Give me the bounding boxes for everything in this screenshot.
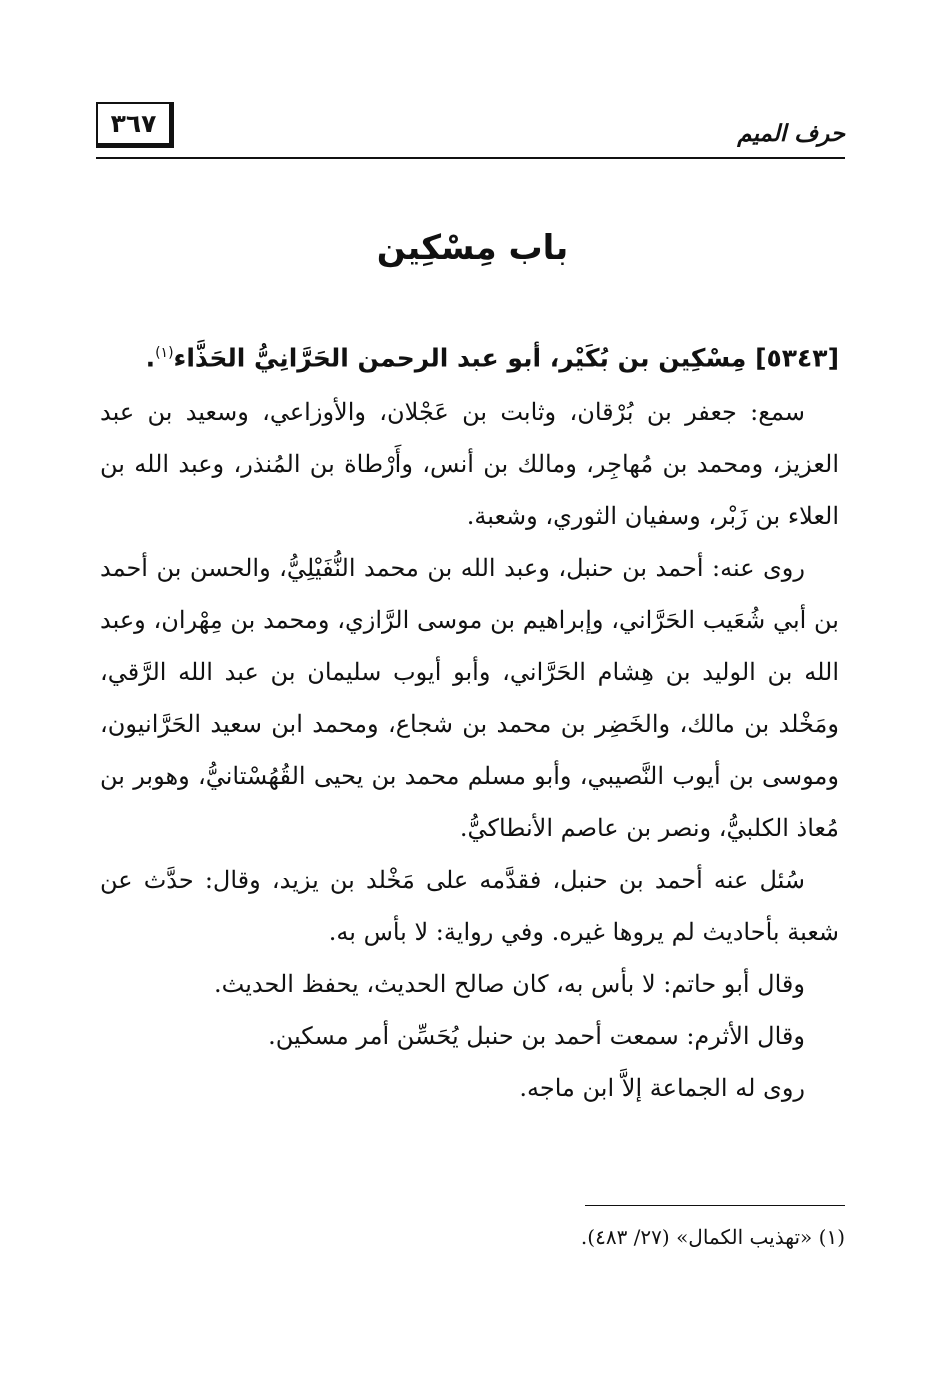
body-text bbox=[100, 325, 839, 1114]
paragraph-ahmad-opinion: سُئل عنه أحمد بن حنبل، فقدَّمه على مَخْلد بن يزيد، وقال: حدَّث عن شعبة بأحاديث لم يروها غيره. وفي رواية: لا بأس به. bbox=[100, 866, 839, 947]
entry-heading bbox=[100, 325, 839, 386]
entry-heading-text: [٥٣٤٣] مِسْكِين بن بُكَيْر، أبو عبد الرحمن الحَرَّانِيُّ الحَذَّاء bbox=[173, 343, 839, 373]
paragraph-teachers: سمع: جعفر بن بُرْقان، وثابت بن عَجْلان، والأوزاعي، وسعيد بن عبد العزيز، ومحمد بن مُهاجِر، ومالك بن أنس، وأَرْطاة بن المُنذر، وعبد الله بن العلاء بن زَبْر، وسفيان الثوري، وشعبة. bbox=[100, 398, 839, 531]
page-number: ٣٦٧ bbox=[110, 109, 157, 138]
paragraph-athram: وقال الأثرم: سمعت أحمد بن حنبل يُحَسِّن أمر مسكين. bbox=[268, 1022, 805, 1051]
running-header bbox=[96, 102, 845, 158]
page-number-box bbox=[96, 102, 174, 148]
paragraph-students: روى عنه: أحمد بن حنبل، وعبد الله بن محمد النُّفَيْلِيُّ، والحسن بن أحمد بن أبي شُعَيب الحَرَّاني، وإبراهيم بن موسى الرَّازي، ومحمد بن مِهْران، وعبد الله بن الوليد بن هِشام الحَرَّاني، وأبو أيوب سليمان بن عبد الله الرَّقي، ومَخْلد بن مالك، والخَضِر بن محمد بن شجاع، ومحمد ابن سعيد الحَرَّانيون، وموسى بن أيوب النَّصيبي، وأبو مسلم محمد بن يحيى القُهُسْتانيُّ، وهوبر بن مُعاذ الكلبيُّ، ونصر بن عاصم الأنطاكيُّ. bbox=[100, 554, 839, 843]
chapter-title: باب مِسْكِين bbox=[376, 228, 569, 268]
footnote: (١) «تهذيب الكمال» (٢٧/ ٤٨٣). bbox=[580, 1225, 845, 1249]
paragraph-abu-hatim: وقال أبو حاتم: لا بأس به، كان صالح الحديث، يحفظ الحديث. bbox=[214, 970, 805, 999]
footnote-rule bbox=[585, 1205, 845, 1206]
paragraph-narrators: روى له الجماعة إلاَّ ابن ماجه. bbox=[519, 1074, 805, 1103]
header-rule bbox=[96, 157, 845, 159]
entry-heading-end: . bbox=[145, 343, 156, 373]
footnote-reference: (١) bbox=[155, 345, 174, 361]
running-title: حرف الميم bbox=[737, 120, 845, 147]
